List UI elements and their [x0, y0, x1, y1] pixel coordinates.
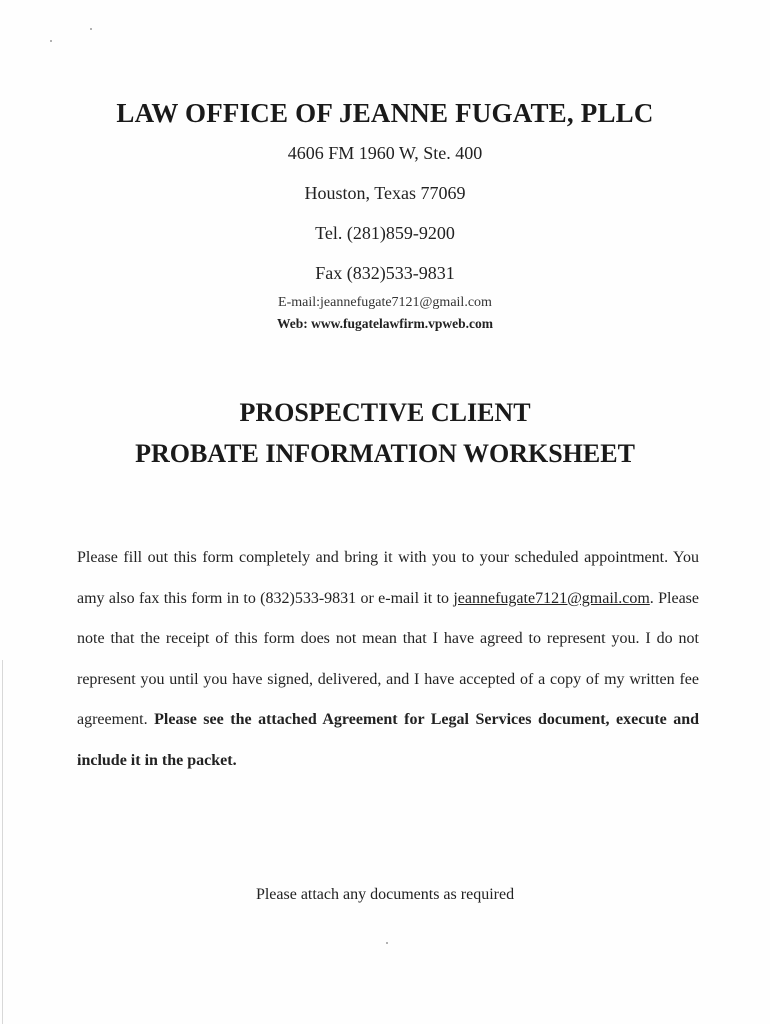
address-line-1: 4606 FM 1960 W, Ste. 400: [287, 143, 483, 163]
address-line-2: Houston, Texas 77069: [304, 183, 466, 203]
scan-speck: [90, 28, 92, 30]
instructions-bold-text: Please see the attached Agreement for Legal Services document, execute and include it in the packet.: [77, 711, 699, 769]
instructions-text-part-1: Please fill out this form completely and bring it with you to your scheduled appointment. You amy also fax this form in to (832)533-9831 or e-mail it to: [77, 549, 699, 607]
email-address: E-mail:jeannefugate7121@gmail.com: [278, 295, 492, 310]
email-link[interactable]: jeannefugate7121@gmail.com: [453, 589, 650, 607]
scan-speck: [50, 40, 52, 42]
scan-speck: [386, 942, 388, 944]
document-title-line-2: PROBATE INFORMATION WORKSHEET: [135, 439, 635, 468]
website-address: Web: www.fugatelawfirm.vpweb.com: [277, 316, 493, 331]
fax-number: Fax (832)533-9831: [315, 263, 455, 283]
instructions-paragraph: [77, 538, 699, 781]
instructions-text-part-2: . Please note that the receipt of this form does not mean that I have agreed to represent you. I do not represent you until you have signed, delivered, and I have accepted of a copy of my written fee agreement.: [77, 589, 700, 728]
telephone: Tel. (281)859-9200: [315, 223, 455, 243]
document-title-line-1: PROSPECTIVE CLIENT: [239, 398, 531, 427]
scan-edge-line: [2, 660, 3, 1024]
firm-name: LAW OFFICE OF JEANNE FUGATE, PLLC: [116, 98, 654, 128]
attach-documents-note: Please attach any documents as required: [255, 886, 515, 903]
